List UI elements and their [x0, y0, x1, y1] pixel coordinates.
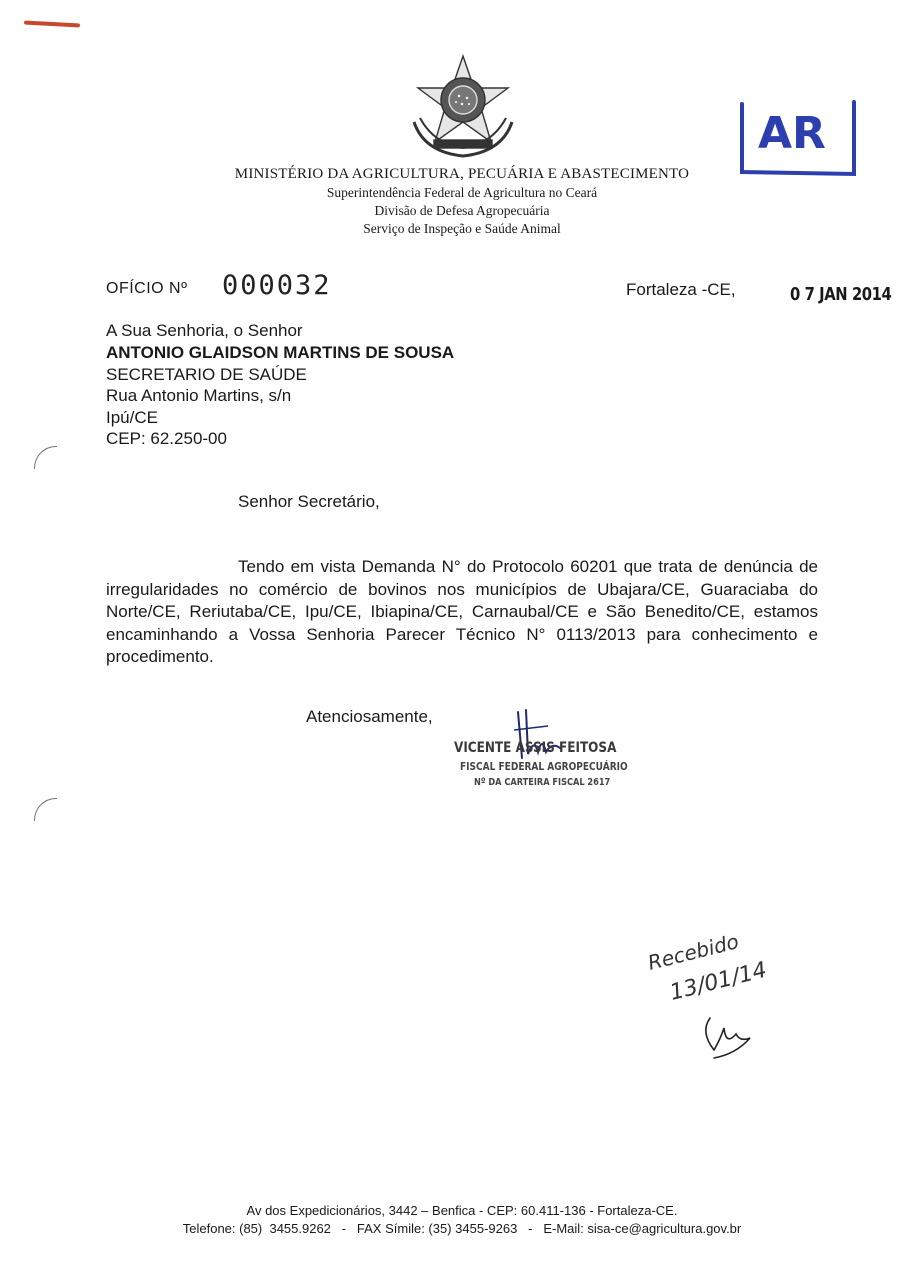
page-crease-mark — [34, 798, 57, 821]
recipient-city: Ipú/CE — [106, 408, 158, 427]
service-line: Serviço de Inspeção e Saúde Animal — [363, 221, 561, 236]
oficio-label: OFÍCIO Nº — [106, 280, 188, 297]
received-note — [640, 922, 790, 1072]
letter-closing: Atenciosamente, — [306, 707, 433, 726]
signature-stamp-id: Nº DA CARTEIRA FISCAL 2617 — [474, 777, 611, 788]
coat-of-arms-emblem — [404, 52, 522, 162]
footer-contacts: Telefone: (85) 3455.9262 - FAX Símile: (35) 3455-9263 - E-Mail: sisa-ce@agricultura.gov.br — [182, 1221, 742, 1236]
letter-body: Tendo em vista Demanda N° do Protocolo 60201 que trata de denúncia de irregularidades no comércio de bovinos nos municípios de Ubajara/CE, Guaraciaba do Norte/CE, Reriutaba/CE, Ipu/CE, Ibiapina/CE, Carnaubal/CE e São Benedito/CE, estamos encaminhando a Vossa Senhoria Parecer Técnico N° 0113/2013 para conhecimento e procedimento. — [106, 557, 818, 666]
recipient-name: ANTONIO GLAIDSON MARTINS DE SOUSA — [106, 343, 455, 362]
recipient-street: Rua Antonio Martins, s/n — [106, 386, 292, 405]
ar-stamp-text: AR — [758, 108, 826, 159]
oficio-number: 000032 — [222, 270, 332, 301]
recipient-role: SECRETARIO DE SAÚDE — [106, 365, 307, 384]
city-label: Fortaleza -CE, — [626, 280, 736, 299]
recipient-cep: CEP: 62.250-00 — [106, 429, 227, 448]
recipient-salutation: A Sua Senhoria, o Senhor — [106, 321, 303, 340]
received-word: Recebido — [645, 929, 742, 975]
signature-stamp-name: VICENTE ASSIS FEITOSA — [454, 740, 617, 756]
date-stamp: 0 7 JAN 2014 — [790, 284, 892, 305]
signature-stamp-title: FISCAL FEDERAL AGROPECUÁRIO — [460, 760, 628, 773]
ar-stamp — [736, 96, 860, 180]
footer-address: Av dos Expedicionários, 3442 – Benfica - CEP: 60.411-136 - Fortaleza-CE. — [246, 1203, 678, 1218]
division-line: Divisão de Defesa Agropecuária — [374, 203, 550, 218]
superintendence-line: Superintendência Federal de Agricultura no Ceará — [326, 185, 598, 200]
page-crease-mark — [34, 446, 57, 469]
ministry-title: MINISTÉRIO DA AGRICULTURA, PECUÁRIA E ABASTECIMENTO — [234, 166, 690, 182]
red-pen-mark — [24, 21, 80, 28]
received-date: 13/01/14 — [667, 957, 770, 1006]
letter-greeting: Senhor Secretário, — [238, 492, 380, 511]
